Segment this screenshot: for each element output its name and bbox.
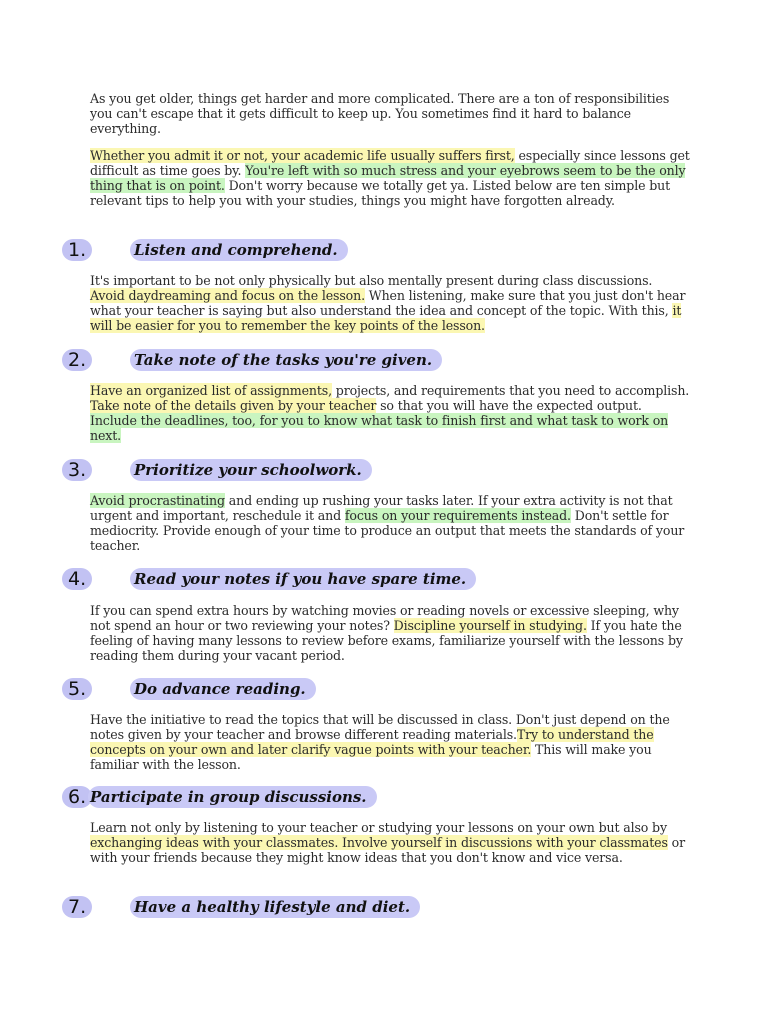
tip-1-paragraph (90, 273, 690, 333)
tip-number: 3. (62, 459, 92, 481)
text-span: This will make you familiar with the lesson. (90, 742, 652, 772)
text-span: projects, and requirements that you need to accomplish. (331, 383, 690, 398)
highlight: Include the deadlines, too, for you to know what task to finish first and what task to work on next. (90, 413, 669, 443)
text-span: It's important to be not only physically but also mentally present during class discussions. (90, 273, 653, 288)
highlight: Avoid procrastinating (90, 493, 225, 508)
highlight: it will be easier for you to remember the key points of the lesson. (90, 303, 682, 333)
tip-number: 5. (62, 678, 92, 700)
highlight: Whether you admit it or not, your academic life usually suffers first, (90, 148, 515, 163)
text-span: Don't worry because we totally get ya. Listed below are ten simple but relevant tips to help you with your studies, things you might have forgotten already. (90, 178, 671, 208)
text-span: When listening, make sure that you just don't hear what your teacher is saying but also understand the idea and concept of the topic. With this, (90, 288, 686, 318)
highlight: Avoid daydreaming and focus on the lesson. (90, 288, 365, 303)
tip-title: Participate in group discussions. (88, 786, 377, 808)
highlight: focus on your requirements instead. (344, 508, 571, 523)
tip-number: 7. (62, 896, 92, 918)
tip-number: 6. (62, 786, 92, 808)
tip-number: 2. (62, 349, 92, 371)
highlight: Take note of the details given by your teacher (90, 398, 377, 413)
tip-3-paragraph (90, 493, 690, 553)
tip-6-paragraph (90, 820, 690, 865)
text-span: and ending up rushing your tasks later. If your extra activity is not that urgent and important, reschedule it and (90, 493, 673, 523)
highlight: Discipline yourself in studying. (393, 618, 587, 633)
tip-title: Take note of the tasks you're given. (130, 349, 442, 371)
intro-paragraph-1 (90, 91, 690, 136)
tip-number: 1. (62, 239, 92, 261)
tip-title: Have a healthy lifestyle and diet. (130, 896, 420, 918)
text-span: so that you will have the expected output. (376, 398, 642, 413)
text-span: If you hate the feeling of having many lessons to review before exams, familiarize yourself with the lessons by reading them during your vacant period. (90, 618, 683, 663)
intro-paragraph-2 (90, 148, 690, 208)
text-span: Don't settle for mediocrity. Provide enough of your time to produce an output that meets the standards of your teacher. (90, 508, 685, 553)
tip-number: 4. (62, 568, 92, 590)
text-span: If you can spend extra hours by watching movies or reading novels or excessive sleeping, why not spend an hour or two reviewing your notes? (90, 603, 679, 633)
intro-text: As you get older, things get harder and more complicated. There are a ton of responsibilities you can't escape that it gets difficult to keep up. You sometimes find it hard to balance everything. (90, 91, 670, 136)
text-span: Have the initiative to read the topics that will be discussed in class. Don't just depend on the notes given by your teacher and browse different reading materials. (90, 712, 670, 742)
text-span: Learn not only by listening to your teacher or studying your lessons on your own but also by (90, 820, 667, 835)
tip-2-paragraph (90, 383, 690, 443)
highlight: Have an organized list of assignments, (90, 383, 332, 398)
tip-title: Listen and comprehend. (130, 239, 348, 261)
text-span: especially since lessons get difficult as time goes by. (90, 148, 690, 178)
tip-title: Read your notes if you have spare time. (130, 568, 476, 590)
highlight: exchanging ideas with your classmates. Involve yourself in discussions with your classmates (90, 835, 668, 850)
tip-4-paragraph (90, 603, 690, 663)
tip-title: Do advance reading. (130, 678, 316, 700)
highlight: Try to understand the concepts on your own and later clarify vague points with your teacher. (90, 727, 654, 757)
highlight: You're left with so much stress and your eyebrows seem to be the only thing that is on point. (90, 163, 686, 193)
tip-title: Prioritize your schoolwork. (130, 459, 372, 481)
text-span: or with your friends because they might know ideas that you don't know and vice versa. (90, 835, 685, 865)
tip-5-paragraph (90, 712, 690, 772)
